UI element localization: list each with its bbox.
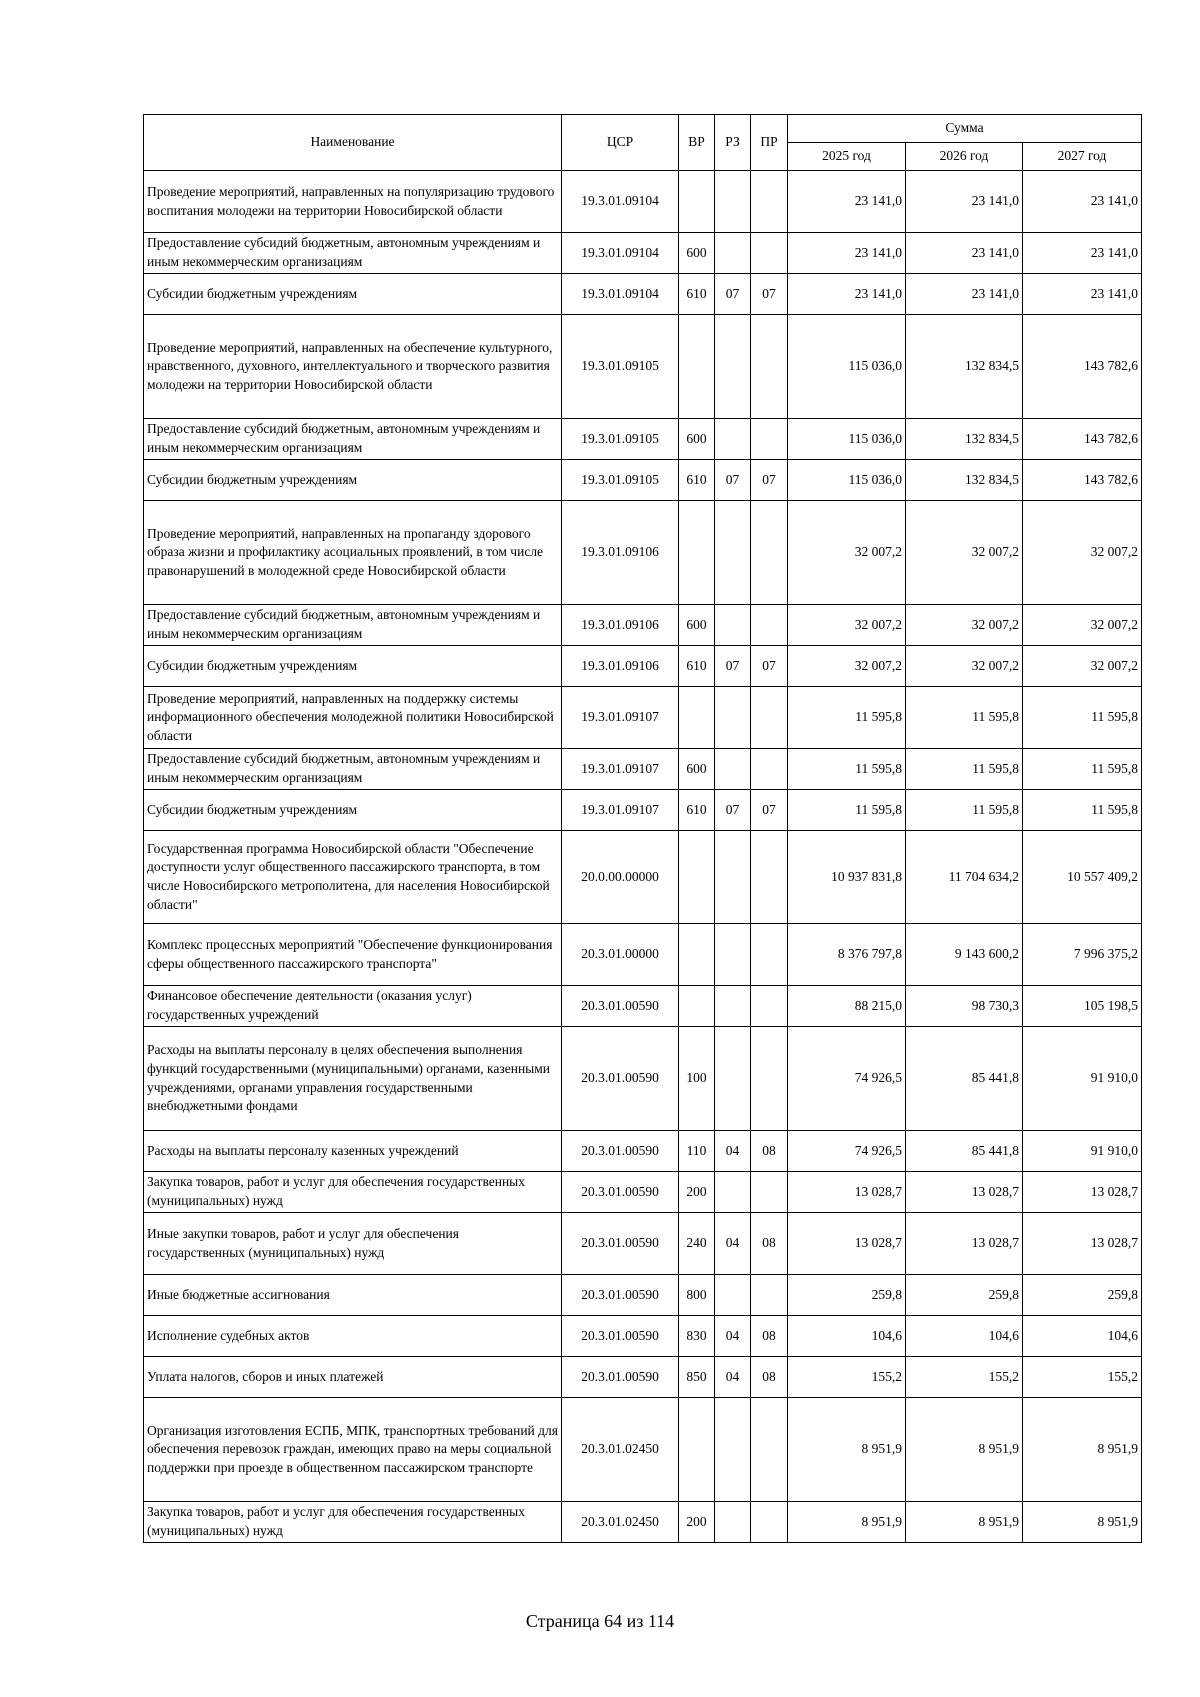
cell-2027: 91 910,0 [1023,1027,1142,1131]
cell-2025: 8 376 797,8 [788,924,906,986]
cell-vr [679,924,715,986]
cell-pr: 08 [751,1213,788,1275]
cell-vr: 830 [679,1316,715,1357]
cell-name: Уплата налогов, сборов и иных платежей [144,1357,562,1398]
header-csr: ЦСР [562,115,679,171]
cell-2027: 143 782,6 [1023,315,1142,419]
cell-csr: 20.3.01.00000 [562,924,679,986]
header-year-2026: 2026 год [906,143,1023,171]
cell-vr: 100 [679,1027,715,1131]
cell-name: Проведение мероприятий, направленных на популяризацию трудового воспитания молодежи на территории Новосибирской области [144,171,562,233]
table-row [144,605,1142,646]
cell-2027: 23 141,0 [1023,233,1142,274]
cell-csr: 19.3.01.09106 [562,501,679,605]
cell-pr [751,986,788,1027]
cell-rz: 04 [715,1316,751,1357]
cell-2025: 13 028,7 [788,1172,906,1213]
cell-name: Предоставление субсидий бюджетным, автономным учреждениям и иным некоммерческим организациям [144,605,562,646]
cell-2025: 155,2 [788,1357,906,1398]
table-row [144,986,1142,1027]
table-row [144,501,1142,605]
header-rz: РЗ [715,115,751,171]
cell-2027: 259,8 [1023,1275,1142,1316]
cell-vr: 600 [679,419,715,460]
cell-name: Исполнение судебных актов [144,1316,562,1357]
cell-pr: 07 [751,646,788,687]
cell-pr [751,1027,788,1131]
table-row [144,171,1142,233]
cell-csr: 19.3.01.09107 [562,687,679,749]
table-row [144,1398,1142,1502]
cell-csr: 19.3.01.09105 [562,460,679,501]
cell-2026: 11 704 634,2 [906,831,1023,924]
cell-pr: 08 [751,1357,788,1398]
cell-pr: 07 [751,274,788,315]
cell-2025: 8 951,9 [788,1398,906,1502]
cell-rz [715,171,751,233]
cell-2026: 132 834,5 [906,419,1023,460]
cell-2025: 23 141,0 [788,233,906,274]
cell-pr [751,831,788,924]
cell-vr [679,986,715,1027]
cell-name: Комплекс процессных мероприятий "Обеспечение функционирования сферы общественного пассажирского транспорта" [144,924,562,986]
cell-pr: 08 [751,1316,788,1357]
table-row [144,790,1142,831]
cell-2026: 9 143 600,2 [906,924,1023,986]
cell-pr [751,419,788,460]
cell-2027: 7 996 375,2 [1023,924,1142,986]
cell-2027: 13 028,7 [1023,1172,1142,1213]
cell-2025: 259,8 [788,1275,906,1316]
table-row [144,1275,1142,1316]
cell-2027: 32 007,2 [1023,605,1142,646]
table-body [144,171,1142,1543]
cell-rz [715,315,751,419]
cell-csr: 19.3.01.09104 [562,171,679,233]
page-number: Страница 64 из 114 [525,1611,675,1631]
cell-2026: 13 028,7 [906,1213,1023,1275]
cell-name: Финансовое обеспечение деятельности (оказания услуг) государственных учреждений [144,986,562,1027]
table-row [144,1213,1142,1275]
cell-rz [715,986,751,1027]
cell-2026: 23 141,0 [906,274,1023,315]
cell-vr: 600 [679,233,715,274]
cell-2027: 11 595,8 [1023,749,1142,790]
cell-2025: 32 007,2 [788,646,906,687]
cell-2027: 23 141,0 [1023,274,1142,315]
cell-rz [715,605,751,646]
cell-pr [751,1398,788,1502]
cell-name: Проведение мероприятий, направленных на пропаганду здорового образа жизни и профилактику асоциальных проявлений, в том числе правонарушений в молодежной среде Новосибирской области [144,501,562,605]
cell-csr: 19.3.01.09107 [562,790,679,831]
cell-rz: 04 [715,1213,751,1275]
cell-rz [715,687,751,749]
header-sum: Сумма [788,115,1142,143]
cell-2025: 115 036,0 [788,315,906,419]
cell-2025: 11 595,8 [788,749,906,790]
cell-name: Закупка товаров, работ и услуг для обеспечения государственных (муниципальных) нужд [144,1172,562,1213]
cell-2025: 74 926,5 [788,1131,906,1172]
cell-2027: 155,2 [1023,1357,1142,1398]
table-row [144,924,1142,986]
cell-2025: 115 036,0 [788,460,906,501]
cell-csr: 20.3.01.00590 [562,1357,679,1398]
cell-rz: 07 [715,646,751,687]
cell-name: Иные закупки товаров, работ и услуг для обеспечения государственных (муниципальных) нужд [144,1213,562,1275]
table-row [144,274,1142,315]
cell-csr: 19.3.01.09107 [562,749,679,790]
cell-csr: 20.0.00.00000 [562,831,679,924]
cell-pr [751,1172,788,1213]
header-pr: ПР [751,115,788,171]
cell-2026: 98 730,3 [906,986,1023,1027]
cell-rz [715,831,751,924]
cell-2026: 8 951,9 [906,1502,1023,1543]
cell-pr: 07 [751,460,788,501]
cell-pr: 07 [751,790,788,831]
cell-rz [715,749,751,790]
cell-2025: 23 141,0 [788,171,906,233]
cell-pr [751,315,788,419]
cell-2027: 143 782,6 [1023,460,1142,501]
cell-2027: 10 557 409,2 [1023,831,1142,924]
cell-rz [715,1275,751,1316]
table-row [144,460,1142,501]
cell-pr [751,1275,788,1316]
cell-name: Закупка товаров, работ и услуг для обеспечения государственных (муниципальных) нужд [144,1502,562,1543]
cell-name: Организация изготовления ЕСПБ, МПК, транспортных требований для обеспечения перевозок граждан, имеющих право на меры социальной поддержки при проезде в общественном пассажирском транспорте [144,1398,562,1502]
cell-2027: 104,6 [1023,1316,1142,1357]
table-row [144,646,1142,687]
table-row [144,749,1142,790]
cell-rz: 04 [715,1357,751,1398]
cell-vr: 610 [679,460,715,501]
cell-vr: 600 [679,749,715,790]
cell-2026: 85 441,8 [906,1027,1023,1131]
cell-vr: 850 [679,1357,715,1398]
cell-vr: 240 [679,1213,715,1275]
cell-name: Расходы на выплаты персоналу казенных учреждений [144,1131,562,1172]
cell-vr: 610 [679,790,715,831]
cell-2025: 13 028,7 [788,1213,906,1275]
cell-rz [715,1398,751,1502]
cell-vr: 610 [679,274,715,315]
cell-rz [715,1502,751,1543]
cell-2025: 11 595,8 [788,687,906,749]
cell-rz [715,924,751,986]
header-year-2025: 2025 год [788,143,906,171]
cell-vr: 600 [679,605,715,646]
cell-2026: 13 028,7 [906,1172,1023,1213]
cell-2027: 91 910,0 [1023,1131,1142,1172]
table-row [144,831,1142,924]
header-vr: ВР [679,115,715,171]
cell-name: Проведение мероприятий, направленных на обеспечение культурного, нравственного, духовного, интеллектуального и творческого развития молодежи на территории Новосибирской области [144,315,562,419]
cell-2026: 32 007,2 [906,501,1023,605]
table-row [144,233,1142,274]
cell-csr: 20.3.01.00590 [562,1213,679,1275]
cell-csr: 19.3.01.09105 [562,419,679,460]
cell-vr: 200 [679,1502,715,1543]
cell-2025: 32 007,2 [788,501,906,605]
cell-vr [679,687,715,749]
cell-vr [679,501,715,605]
cell-csr: 20.3.01.02450 [562,1502,679,1543]
cell-2026: 11 595,8 [906,687,1023,749]
cell-2026: 259,8 [906,1275,1023,1316]
header-year-2027: 2027 год [1023,143,1142,171]
cell-vr [679,1398,715,1502]
cell-pr [751,687,788,749]
cell-csr: 20.3.01.00590 [562,1027,679,1131]
cell-rz [715,233,751,274]
cell-name: Предоставление субсидий бюджетным, автономным учреждениям и иным некоммерческим организациям [144,419,562,460]
table-row [144,1316,1142,1357]
cell-2027: 32 007,2 [1023,646,1142,687]
table-row [144,315,1142,419]
cell-rz [715,419,751,460]
cell-pr [751,501,788,605]
cell-vr [679,171,715,233]
cell-name: Иные бюджетные ассигнования [144,1275,562,1316]
cell-csr: 19.3.01.09106 [562,605,679,646]
cell-name: Проведение мероприятий, направленных на поддержку системы информационного обеспечения молодежной политики Новосибирской области [144,687,562,749]
cell-name: Субсидии бюджетным учреждениям [144,790,562,831]
cell-rz: 04 [715,1131,751,1172]
cell-name: Субсидии бюджетным учреждениям [144,646,562,687]
cell-2025: 104,6 [788,1316,906,1357]
cell-2026: 11 595,8 [906,749,1023,790]
cell-name: Предоставление субсидий бюджетным, автономным учреждениям и иным некоммерческим организациям [144,749,562,790]
cell-2026: 32 007,2 [906,646,1023,687]
cell-rz [715,1172,751,1213]
cell-pr [751,605,788,646]
cell-2026: 23 141,0 [906,233,1023,274]
cell-rz: 07 [715,274,751,315]
cell-csr: 20.3.01.00590 [562,986,679,1027]
table-row [144,1172,1142,1213]
budget-table [143,114,1142,1543]
cell-vr: 610 [679,646,715,687]
cell-rz: 07 [715,460,751,501]
cell-name: Субсидии бюджетным учреждениям [144,274,562,315]
cell-2027: 105 198,5 [1023,986,1142,1027]
cell-pr [751,233,788,274]
cell-2025: 10 937 831,8 [788,831,906,924]
cell-pr [751,171,788,233]
cell-2027: 143 782,6 [1023,419,1142,460]
cell-2027: 23 141,0 [1023,171,1142,233]
cell-name: Субсидии бюджетным учреждениям [144,460,562,501]
cell-2027: 11 595,8 [1023,687,1142,749]
cell-pr [751,1502,788,1543]
cell-vr [679,831,715,924]
cell-name: Предоставление субсидий бюджетным, автономным учреждениям и иным некоммерческим организациям [144,233,562,274]
cell-rz: 07 [715,790,751,831]
cell-csr: 20.3.01.02450 [562,1398,679,1502]
cell-csr: 20.3.01.00590 [562,1131,679,1172]
cell-2027: 11 595,8 [1023,790,1142,831]
cell-rz [715,501,751,605]
cell-pr [751,749,788,790]
cell-csr: 20.3.01.00590 [562,1275,679,1316]
cell-2025: 88 215,0 [788,986,906,1027]
cell-2027: 8 951,9 [1023,1398,1142,1502]
table-header [144,115,1142,171]
cell-2026: 8 951,9 [906,1398,1023,1502]
cell-csr: 20.3.01.00590 [562,1316,679,1357]
cell-2025: 8 951,9 [788,1502,906,1543]
table-row [144,1502,1142,1543]
cell-2027: 8 951,9 [1023,1502,1142,1543]
cell-csr: 19.3.01.09104 [562,274,679,315]
cell-2026: 11 595,8 [906,790,1023,831]
cell-2025: 11 595,8 [788,790,906,831]
cell-name: Государственная программа Новосибирской области "Обеспечение доступности услуг общественного пассажирского транспорта, в том числе Новосибирского метрополитена, для населения Новосибирской области" [144,831,562,924]
cell-2027: 32 007,2 [1023,501,1142,605]
cell-2025: 74 926,5 [788,1027,906,1131]
cell-2026: 104,6 [906,1316,1023,1357]
cell-2026: 23 141,0 [906,171,1023,233]
cell-2026: 132 834,5 [906,460,1023,501]
cell-csr: 19.3.01.09106 [562,646,679,687]
table-row [144,1131,1142,1172]
cell-csr: 19.3.01.09104 [562,233,679,274]
cell-2025: 32 007,2 [788,605,906,646]
cell-pr: 08 [751,1131,788,1172]
table-row [144,1357,1142,1398]
cell-vr: 800 [679,1275,715,1316]
table-row [144,419,1142,460]
cell-2026: 132 834,5 [906,315,1023,419]
cell-vr: 110 [679,1131,715,1172]
cell-2025: 23 141,0 [788,274,906,315]
cell-2026: 85 441,8 [906,1131,1023,1172]
cell-2025: 115 036,0 [788,419,906,460]
table-row [144,687,1142,749]
cell-2026: 155,2 [906,1357,1023,1398]
cell-name: Расходы на выплаты персоналу в целях обеспечения выполнения функций государственными (муниципальными) органами, казенными учреждениями, органами управления государственными внебюджетными фондами [144,1027,562,1131]
cell-rz [715,1027,751,1131]
cell-2027: 13 028,7 [1023,1213,1142,1275]
header-name: Наименование [144,115,562,171]
cell-csr: 20.3.01.00590 [562,1172,679,1213]
cell-2026: 32 007,2 [906,605,1023,646]
cell-pr [751,924,788,986]
cell-vr: 200 [679,1172,715,1213]
cell-csr: 19.3.01.09105 [562,315,679,419]
table-row [144,1027,1142,1131]
cell-vr [679,315,715,419]
